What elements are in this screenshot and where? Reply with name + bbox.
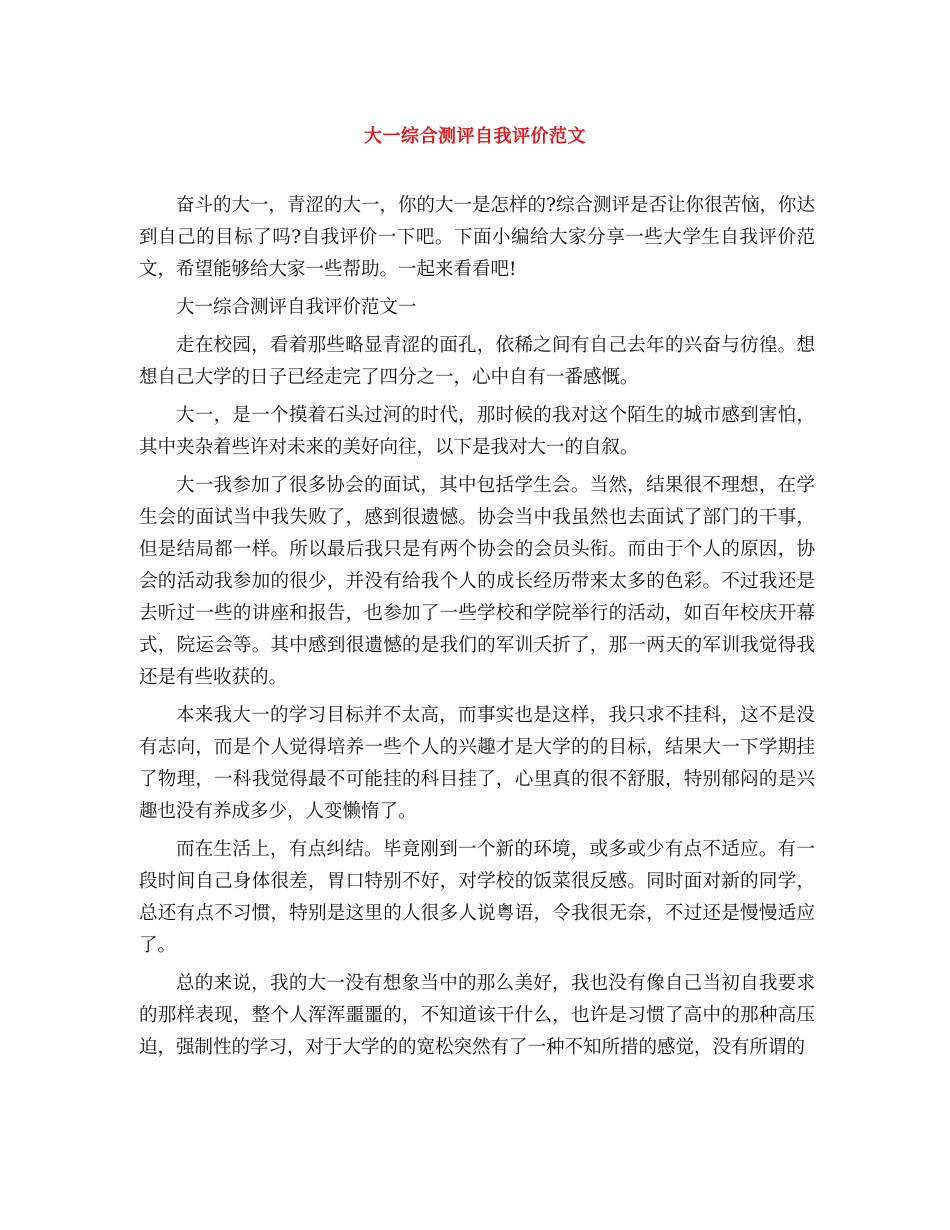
paragraph: 走在校园，看着那些略显青涩的面孔，依稀之间有自己去年的兴奋与彷徨。想想自己大学的日子已经走完了四分之一，心中自有一番感慨。 [139,335,815,388]
paragraph: 大一我参加了很多协会的面试，其中包括学生会。当然，结果很不理想，在学生会的面试当中我失败了，感到很遗憾。协会当中我虽然也去面试了部门的干事，但是结局都一样。所以最后我只是有两个协会的会员头衔。而由于个人的原因，协会的活动我参加的很少，并没有给我个人的成长经历带来太多的色彩。不过我还是去听过一些的讲座和报告，也参加了一些学校和学院举行的活动，如百年校庆开幕式，院运会等。其中感到很遗憾的是我们的军训夭折了，那一两天的军训我觉得我还是有些收获的。 [139,475,815,688]
paragraph: 总的来说，我的大一没有想象当中的那么美好，我也没有像自己当初自我要求的那样表现，整个人浑浑噩噩的，不知道该干什么，也许是习惯了高中的那种高压迫，强制性的学习，对于大学的的宽松突然有了一种不知所措的感觉，没有所谓的 [139,973,815,1058]
paragraph: 而在生活上，有点纠结。毕竟刚到一个新的环境，或多或少有点不适应。有一段时间自己身体很差，胃口特别不好，对学校的饭菜很反感。同时面对新的同学，总还有点不习惯，特别是这里的人很多人说粤语，令我很无奈，不过还是慢慢适应了。 [139,839,815,956]
paragraph-intro: 奋斗的大一，青涩的大一，你的大一是怎样的?综合测评是否让你很苦恼，你达到自己的目标了吗?自我评价一下吧。下面小编给大家分享一些大学生自我评价范文，希望能够给大家一些帮助。一起来看看吧! [139,195,815,280]
paragraph: 大一，是一个摸着石头过河的时代，那时候的我对这个陌生的城市感到害怕，其中夹杂着些许对未来的美好向往，以下是我对大一的自叙。 [139,405,815,458]
document-title: 大一综合测评自我评价范文 [364,126,586,147]
paragraph: 本来我大一的学习目标并不太高，而事实也是这样，我只求不挂科，这不是没有志向，而是个人觉得培养一些个人的兴趣才是大学的的目标，结果大一下学期挂了物理，一科我觉得最不可能挂的科目挂了，心里真的很不舒服，特别郁闷的是兴趣也没有养成多少，人变懒惰了。 [139,705,815,822]
section-heading: 大一综合测评自我评价范文一 [176,297,417,318]
document-body [139,190,815,1070]
